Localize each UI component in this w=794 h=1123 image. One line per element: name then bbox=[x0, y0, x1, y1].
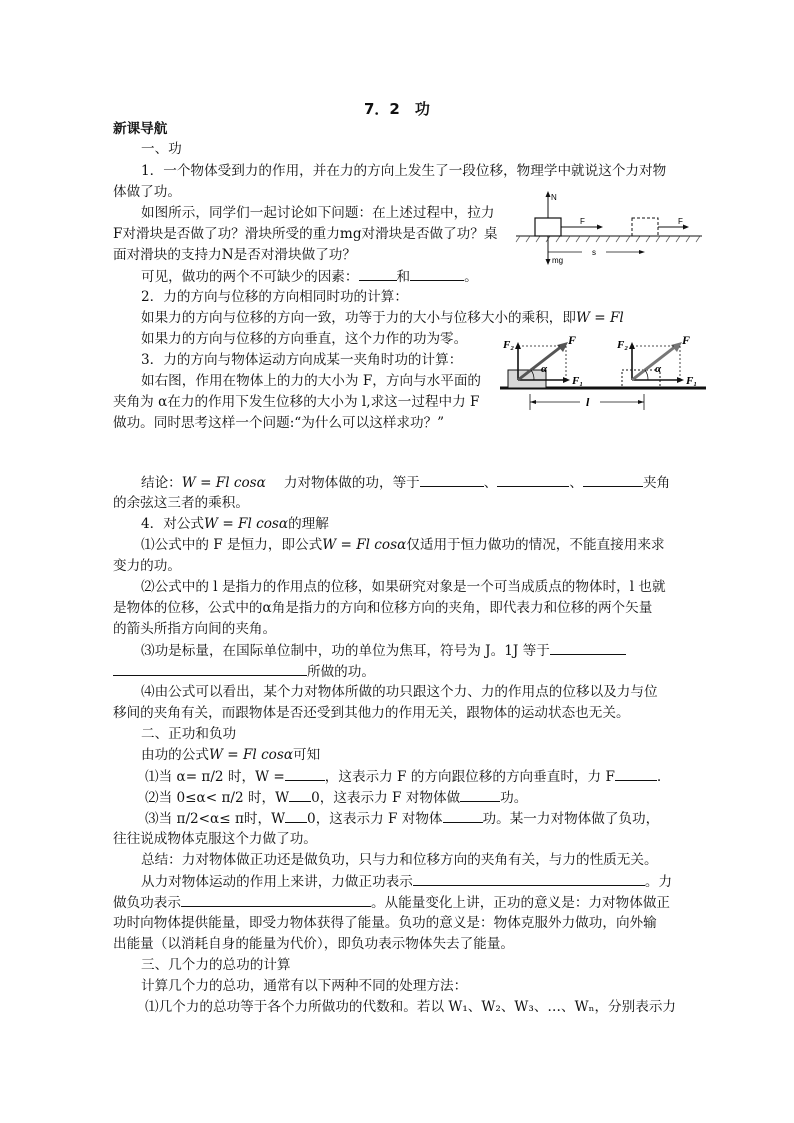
heading-3: 三、几个力的总功的计算 bbox=[141, 957, 291, 973]
meaning-2-post: 。从能量变化上讲，正功的意义是：力对物体做正 bbox=[370, 895, 671, 911]
para-5 bbox=[141, 309, 624, 328]
case-3-d: 往往说成物体克服这个力做了功。 bbox=[113, 831, 317, 847]
s2-intro-post: 可知 bbox=[293, 747, 321, 763]
para-2c: 面对滑块的支持力N是否对滑块做了功？ bbox=[113, 247, 356, 263]
meaning-3: 功时向物体提供能量，即受力物体获得了能量。负功的意义是：物体克服外力做功，向外输 bbox=[113, 915, 657, 931]
case-1-b: ，这表示力 F 的方向跟位移的方向垂直时，力 F bbox=[324, 769, 615, 785]
meaning-1-pre: 从力对物体运动的作用上来讲，力做正功表示 bbox=[141, 874, 413, 890]
case-3 bbox=[145, 809, 659, 829]
item-2b: 是物体的位移，公式中的α角是指力的方向和位移方向的夹角，即代表力和位移的两个矢量 bbox=[113, 600, 653, 616]
para-5-text: 如果力的方向与位移的方向一致，功等于力的大小与位移大小的乘积，即 bbox=[141, 310, 576, 326]
para-6: 如果力的方向与位移的方向垂直，这个力作的功为零。 bbox=[141, 331, 468, 347]
para-3-end: 。 bbox=[464, 269, 478, 285]
label-n: N bbox=[551, 193, 557, 202]
s3-para-2: ⑴几个力的总功等于各个力所做功的代数和。若以 W₁、W₂、W₃、…、Wₙ，分别表示力 bbox=[145, 999, 677, 1015]
conclusion-text: 力对物体做的功，等于 bbox=[283, 475, 420, 491]
case-3-a: ⑶当 π/2<α≤ π时，W bbox=[145, 811, 286, 827]
para-9-post: 的理解 bbox=[288, 516, 329, 532]
label-f-right: F bbox=[682, 333, 691, 347]
item-1-formula: W = Fl cosα bbox=[322, 537, 407, 553]
case-3-b: 0，这表示力 F 对物体 bbox=[307, 811, 443, 827]
label-f1-right: F₁ bbox=[686, 375, 698, 387]
conclusion-sep-2: 、 bbox=[569, 475, 583, 491]
item-1a-post: 仅适用于恒力做功的情况，不能直接用来求 bbox=[406, 537, 665, 553]
case-3-c: 功。某一力对物体做了负功， bbox=[482, 811, 660, 827]
label-s: s bbox=[592, 248, 596, 257]
label-f1: F₁ bbox=[572, 375, 584, 387]
conclusion-end: 夹角 bbox=[642, 475, 671, 491]
blank-case-2-sign[interactable] bbox=[289, 788, 311, 802]
para-9-formula: W = Fl cosα bbox=[204, 516, 289, 532]
blank-case-1-f[interactable] bbox=[615, 767, 657, 781]
formula-w-fl: W = Fl bbox=[576, 310, 624, 326]
item-2a: ⑵公式中的 l 是指力的作用点的位移，如果研究对象是一个可当成质点的物体时，l 也就 bbox=[141, 579, 666, 595]
item-3b-text: 所做的功。 bbox=[307, 664, 375, 680]
page-title: 7．2 功 bbox=[364, 100, 430, 118]
label-f-left: F bbox=[568, 333, 577, 347]
blank-joule-2[interactable] bbox=[113, 662, 307, 676]
meaning-1 bbox=[141, 872, 672, 892]
figure-block-displacement bbox=[510, 188, 705, 270]
label-f2-right: F₂ bbox=[617, 339, 629, 351]
s3-para-1: 计算几个力的总功，通常有以下两种不同的处理方法： bbox=[141, 978, 468, 994]
meaning-1-end: 。力 bbox=[644, 874, 673, 890]
block-start bbox=[535, 218, 561, 236]
item-3a bbox=[141, 641, 626, 661]
label-alpha-right: α bbox=[655, 363, 662, 375]
para-3 bbox=[141, 267, 478, 287]
blank-joule-1[interactable] bbox=[550, 641, 626, 655]
figure-force-components bbox=[500, 330, 706, 426]
label-f: F bbox=[580, 217, 585, 226]
item-1a-pre: ⑴公式中的 F 是恒力，即公式 bbox=[141, 537, 323, 553]
para-2b: F对滑块是否做了功？滑块所受的重力mg对滑块是否做了功？桌 bbox=[113, 226, 498, 242]
conclusion-b: 的余弦这三者的乘积。 bbox=[113, 495, 249, 511]
blank-conclusion-3[interactable] bbox=[583, 473, 643, 487]
para-3-mid: 和 bbox=[396, 269, 411, 285]
para-8a: 如右图，作用在物体上的力的大小为 F，方向与水平面的 bbox=[141, 373, 482, 389]
item-4b: 移间的夹角有关，而跟物体是否还受到其他力的作用无关，跟物体的运动状态也无关。 bbox=[113, 705, 630, 721]
blank-factor-1[interactable] bbox=[359, 267, 397, 281]
case-1-a: ⑴当 α= π/2 时，W = bbox=[145, 769, 285, 785]
s2-intro-formula: W = Fl cosα bbox=[208, 747, 294, 763]
blank-conclusion-2[interactable] bbox=[497, 473, 569, 487]
case-2 bbox=[145, 788, 527, 808]
blank-case-2-work[interactable] bbox=[460, 788, 500, 802]
conclusion-sep-1: 、 bbox=[483, 475, 498, 491]
blank-factor-2[interactable] bbox=[410, 267, 464, 281]
para-9 bbox=[141, 515, 329, 534]
meaning-4: 出能量（以消耗自身的能量为代价），即负功表示物体失去了能量。 bbox=[113, 936, 515, 952]
blank-case-3-work[interactable] bbox=[443, 809, 483, 823]
para-1a: 1．一个物体受到力的作用，并在力的方向上发生了一段位移，物理学中就说这个力对物 bbox=[141, 163, 667, 179]
blank-case-3-sign[interactable] bbox=[285, 809, 307, 823]
para-7: 3．力的方向与物体运动方向成某一夹角时功的计算： bbox=[141, 352, 463, 368]
para-2a: 如图所示，同学们一起讨论如下问题：在上述过程中，拉力 bbox=[141, 205, 495, 221]
item-1b: 变力的功。 bbox=[113, 558, 181, 574]
label-f2: F₂ bbox=[503, 339, 515, 351]
para-4: 2．力的方向与位移的方向相同时功的计算： bbox=[141, 289, 408, 305]
item-2c: 的箭头所指方向间的夹角。 bbox=[113, 621, 277, 637]
item-4a: ⑷由公式可以看出，某个力对物体所做的功只跟这个力、力的作用点的位移以及力与位 bbox=[141, 684, 658, 700]
label-l: l bbox=[586, 395, 590, 409]
para-1b: 体做了功。 bbox=[113, 184, 181, 200]
conclusion-label: 结论： bbox=[141, 475, 182, 491]
blank-positive-work[interactable] bbox=[413, 872, 645, 886]
conclusion bbox=[141, 473, 670, 493]
meaning-2-pre: 做负功表示 bbox=[113, 895, 181, 911]
case-2-b: 0，这表示力 F 对物体做 bbox=[311, 790, 461, 806]
para-3-pre: 可见，做功的两个不可缺少的因素： bbox=[141, 269, 359, 285]
conclusion-formula: W = Fl cosα bbox=[181, 475, 266, 491]
heading-2: 二、正功和负功 bbox=[141, 726, 237, 742]
label-f-end: F bbox=[678, 217, 683, 226]
case-2-c: 功。 bbox=[500, 790, 528, 806]
block-end bbox=[632, 218, 658, 236]
label-alpha: α bbox=[541, 363, 548, 375]
label-mg: mg bbox=[552, 256, 564, 265]
case-2-a: ⑵当 0≤α< π/2 时，W bbox=[145, 790, 290, 806]
blank-negative-work[interactable] bbox=[181, 893, 371, 907]
meaning-2 bbox=[113, 893, 670, 913]
summary: 总结：力对物体做正功还是做负功，只与力和位移方向的夹角有关，与力的性质无关。 bbox=[141, 852, 658, 868]
section-header: 新课导航 bbox=[113, 121, 168, 137]
blank-case-1-w[interactable] bbox=[285, 767, 325, 781]
case-1-c: . bbox=[656, 769, 662, 785]
blank-conclusion-1[interactable] bbox=[420, 473, 484, 487]
para-8c: 做功。同时思考这样一个问题:“为什么可以这样求功？” bbox=[113, 415, 445, 431]
item-3b bbox=[113, 662, 375, 682]
s2-intro-pre: 由功的公式 bbox=[141, 747, 209, 763]
item-1a bbox=[141, 536, 665, 555]
s2-intro bbox=[141, 746, 320, 765]
para-8b: 夹角为 α在力的作用下发生位移的大小为 l,求这一过程中力 F bbox=[113, 394, 480, 410]
heading-1: 一、功 bbox=[141, 141, 182, 157]
para-9-pre: 4．对公式 bbox=[141, 516, 205, 532]
item-3a-text: ⑶功是标量，在国际单位制中，功的单位为焦耳，符号为 J。1J 等于 bbox=[141, 643, 550, 659]
case-1 bbox=[145, 767, 661, 787]
